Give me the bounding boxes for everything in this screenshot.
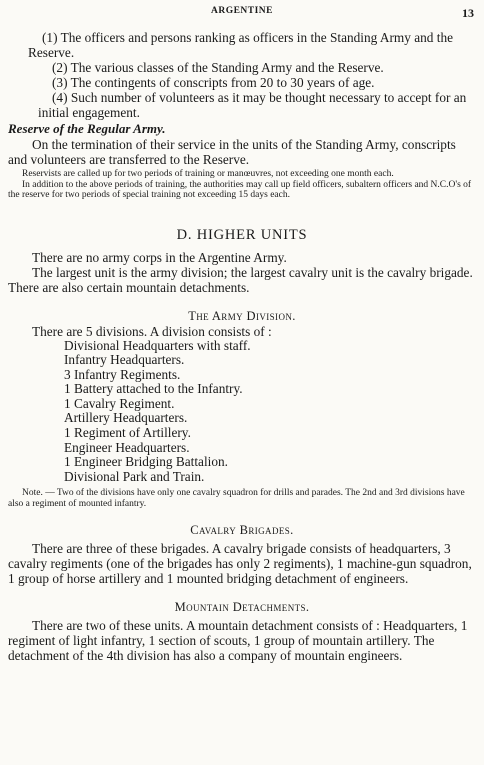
higher-units-paragraph: There are no army corps in the Argentine Army. [32,249,287,265]
reserve-list-item: (1) The officers and persons ranking as officers in the Standing Army and the Reserve. [28,30,453,60]
army-division-heading: The Army Division. [188,308,296,323]
cavalry-brigades-paragraph: There are three of these brigades. A cavalry brigade consists of headquarters, 3 cavalry regiments (one of the brigades has only 2 regiments), 1 machine-gun squadron, 1 group of horse artillery and 1 mounted bridging detachment of engineers. [8,541,472,587]
cavalry-brigades-heading: Cavalry Brigades. [190,523,294,538]
mountain-detachments-heading: Mountain Detachments. [174,600,310,615]
list-item: Infantry Headquarters. [64,352,185,368]
list-item: Divisional Headquarters with staff. [64,337,251,353]
section-heading-higher-units: D. HIGHER UNITS [176,226,308,243]
reserve-regular-heading: Reserve of the Regular Army. [8,121,166,136]
reserve-note: Reservists are called up for two periods of training or manœuvres, not exceeding one month each. [22,169,394,179]
higher-units-paragraph: The largest unit is the army division; the largest cavalry unit is the cavalry brigade. There are also certain mountain detachments. [8,264,473,295]
army-division-note: Note. — Two of the divisions have only one cavalry squadron for drills and parades. The 2nd and 3rd divisions have also a regiment of mounted infantry. [8,488,465,509]
list-item: 1 Battery attached to the Infantry. [64,381,243,397]
list-item: Divisional Park and Train. [64,468,205,484]
page-header [0,4,484,20]
list-item: Artillery Headquarters. [64,410,188,426]
page-number: 13 [462,6,474,20]
list-item: 1 Regiment of Artillery. [64,425,191,441]
division-components-list [8,339,476,485]
reserve-note: In addition to the above periods of training, the authorities may call up field officers, subaltern officers and N.C.O's of the reserve for two periods of special training not exceeding 15 days each. [8,179,472,200]
list-item: 1 Engineer Bridging Battalion. [64,454,228,470]
reserve-list-item: (2) The various classes of the Standing Army and the Reserve. [52,60,384,75]
page-body [8,30,476,663]
list-item: 3 Infantry Regiments. [64,366,181,382]
army-division-intro: There are 5 divisions. A division consists of : [32,323,272,339]
reserve-list-item: (4) Such number of volunteers as it may be thought necessary to accept for an initial engagement. [38,90,467,120]
list-item: Engineer Headquarters. [64,439,190,455]
running-head: ARGENTINE [210,6,274,16]
reserve-regular-paragraph: On the termination of their service in the units of the Standing Army, conscripts and volunteers are transferred to the Reserve. [8,137,456,167]
reserve-list-item: (3) The contingents of conscripts from 20 to 30 years of age. [52,75,375,90]
mountain-detachments-paragraph: There are two of these units. A mountain detachment consists of : Headquarters, 1 regiment of light infantry, 1 section of scouts, 1 group of mountain artillery. The detachment of the 4th division has also a company of mountain engineers. [8,618,468,664]
list-item: 1 Cavalry Regiment. [64,395,175,411]
